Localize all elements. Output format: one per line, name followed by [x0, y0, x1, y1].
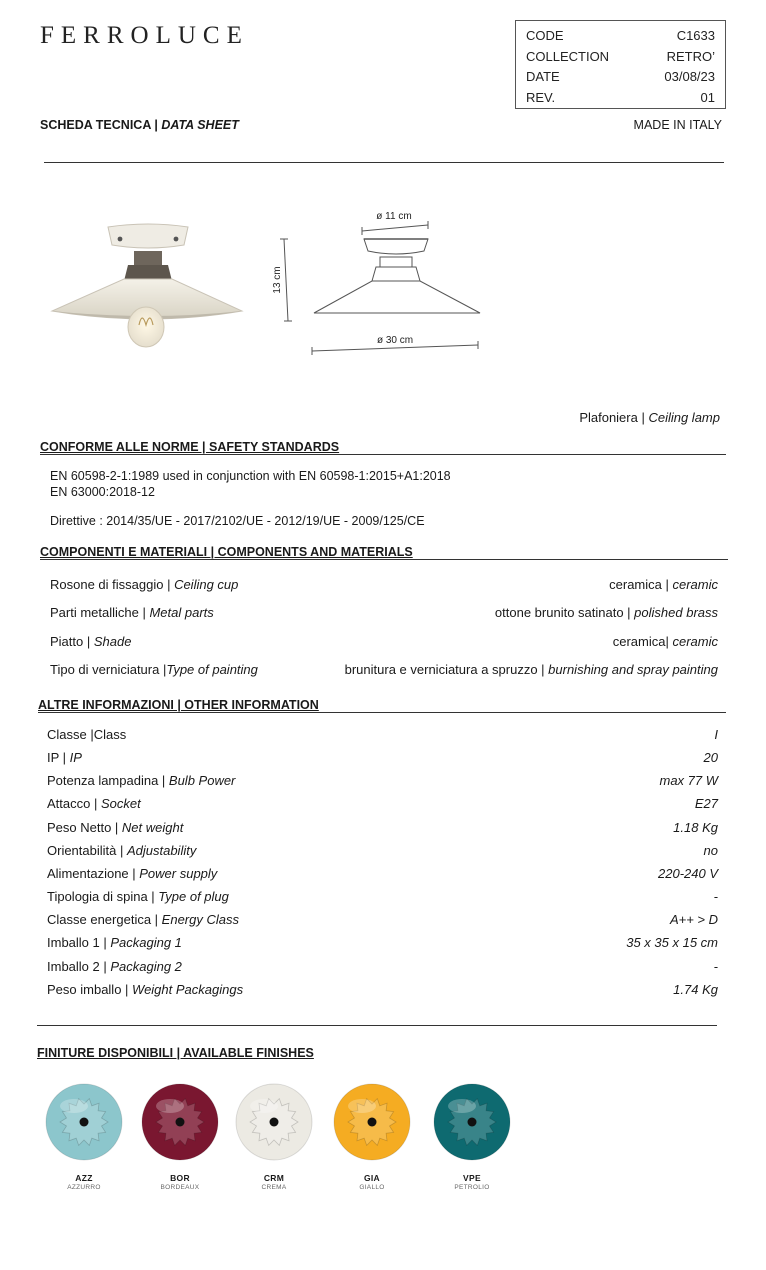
component-label: Parti metalliche | Metal parts: [50, 605, 214, 620]
divider: [44, 162, 724, 163]
component-label: Piatto | Shade: [50, 634, 132, 649]
height-label: 13 cm: [272, 266, 283, 294]
divider: [40, 454, 726, 455]
top-diameter-label: ø 11 cm: [376, 211, 412, 222]
info-value: E27: [694, 796, 718, 811]
technical-drawing: [268, 205, 508, 365]
info-row: [47, 912, 718, 927]
info-value: max 77 W: [659, 773, 718, 788]
collection-label: COLLECTION: [526, 48, 610, 64]
info-label: Imballo 2 | Packaging 2: [47, 959, 182, 974]
rev-row: [526, 88, 715, 109]
finish-azz: [44, 1082, 124, 1191]
info-label: IP | IP: [47, 750, 82, 765]
info-label: Attacco | Socket: [47, 796, 141, 811]
lamp-type-it: Plafoniera |: [579, 410, 649, 425]
info-row: [47, 750, 718, 765]
finish-swatch: [432, 1082, 512, 1162]
sheet-title-en: DATA SHEET: [161, 118, 239, 132]
component-row: [50, 662, 718, 677]
finish-bor: [140, 1082, 220, 1191]
standard-line: EN 60598-2-1:1989 used in conjunction with EN 60598-1:2015+A1:2018: [50, 469, 451, 483]
info-row: [47, 727, 718, 742]
code-value: C1633: [676, 28, 715, 43]
component-value: brunitura e verniciatura a spruzzo | burnishing and spray painting: [344, 662, 718, 677]
info-label: Orientabilità | Adjustability: [47, 843, 197, 858]
info-value: no: [703, 843, 718, 858]
made-in-label: MADE IN ITALY: [633, 118, 722, 132]
other-section-title: ALTRE INFORMAZIONI | OTHER INFORMATION: [38, 698, 319, 712]
date-value: 03/08/23: [664, 69, 715, 84]
info-row: [47, 935, 718, 950]
info-label: Imballo 1 | Packaging 1: [47, 935, 182, 950]
info-value: 1.18 Kg: [673, 820, 718, 835]
component-value: ottone brunito satinato | polished brass: [494, 605, 718, 620]
info-row: [47, 889, 718, 904]
info-value: I: [714, 727, 718, 742]
bottom-diameter-label: ø 30 cm: [376, 335, 414, 346]
info-row: [47, 796, 718, 811]
lamp-photo: [48, 215, 248, 350]
component-value: ceramica | ceramic: [609, 577, 718, 592]
code-row: [526, 26, 715, 47]
component-value: ceramica| ceramic: [612, 634, 718, 649]
finish-gia: [332, 1082, 412, 1191]
info-row: [47, 959, 718, 974]
finish-name: PETROLIO: [454, 1184, 490, 1191]
finish-name: GIALLO: [359, 1184, 385, 1191]
info-value: -: [713, 959, 718, 974]
info-label: Classe |Class: [47, 727, 127, 742]
finish-name: BORDEAUX: [160, 1184, 200, 1191]
finish-vpe: [432, 1082, 512, 1191]
rev-label: REV.: [526, 89, 556, 105]
components-section-title: COMPONENTI E MATERIALI | COMPONENTS AND MATERIALS: [40, 545, 413, 559]
finish-swatch: [140, 1082, 220, 1162]
finish-name: CREMA: [261, 1184, 287, 1191]
divider: [37, 1025, 717, 1026]
brand-logo: FERROLUCE: [40, 22, 249, 49]
info-label: Alimentazione | Power supply: [47, 866, 218, 881]
finish-name: AZZURRO: [67, 1184, 101, 1191]
component-row: [50, 577, 718, 592]
info-value: 220-240 V: [658, 866, 718, 881]
component-label: Rosone di fissaggio | Ceiling cup: [50, 577, 239, 592]
info-label: Classe energetica | Energy Class: [47, 912, 239, 927]
info-row: [47, 820, 718, 835]
finish-code: BOR: [170, 1173, 190, 1183]
finish-code: GIA: [363, 1173, 380, 1183]
code-label: CODE: [526, 28, 564, 43]
rev-value: 01: [700, 89, 715, 105]
info-row: [47, 982, 718, 997]
info-label: Peso Netto | Net weight: [47, 820, 184, 835]
lamp-type-en: Ceiling lamp: [648, 410, 720, 425]
sheet-title: [40, 118, 239, 132]
info-row: [47, 866, 718, 881]
info-value: A++ > D: [669, 912, 718, 927]
info-row: [47, 843, 718, 858]
finish-swatch: [44, 1082, 124, 1162]
info-value: 1.74 Kg: [673, 982, 718, 997]
collection-row: [526, 47, 715, 68]
info-value: 20: [703, 750, 718, 765]
collection-value: RETRO’: [666, 48, 715, 64]
finish-swatch: [332, 1082, 412, 1162]
date-label: DATE: [526, 69, 560, 84]
standard-line: EN 63000:2018-12: [50, 485, 155, 499]
finish-code: AZZ: [75, 1173, 93, 1183]
finish-code: VPE: [463, 1173, 481, 1183]
component-label: Tipo di verniciatura |Type of painting: [50, 662, 258, 677]
info-value: -: [713, 889, 718, 904]
info-label: Potenza lampadina | Bulb Power: [47, 773, 236, 788]
info-label: Tipologia di spina | Type of plug: [47, 889, 229, 904]
component-row: [50, 634, 718, 649]
finish-swatch: [234, 1082, 314, 1162]
code-box: [515, 20, 726, 109]
finish-crm: [234, 1082, 314, 1191]
component-row: [50, 605, 718, 620]
finishes-section-title: FINITURE DISPONIBILI | AVAILABLE FINISHES: [37, 1046, 314, 1060]
lamp-type: [579, 410, 720, 425]
finish-code: CRM: [263, 1173, 285, 1183]
divider: [38, 712, 726, 713]
info-row: [47, 773, 718, 788]
safety-section-title: CONFORME ALLE NORME | SAFETY STANDARDS: [40, 440, 340, 454]
info-value: 35 x 35 x 15 cm: [626, 935, 718, 950]
date-row: [526, 67, 715, 88]
info-label: Peso imballo | Weight Packagings: [47, 982, 244, 997]
divider: [40, 559, 728, 560]
sheet-title-it: SCHEDA TECNICA |: [40, 118, 162, 132]
directives-line: Direttive : 2014/35/UE - 2017/2102/UE - 2012/19/UE - 2009/125/CE: [50, 514, 425, 528]
